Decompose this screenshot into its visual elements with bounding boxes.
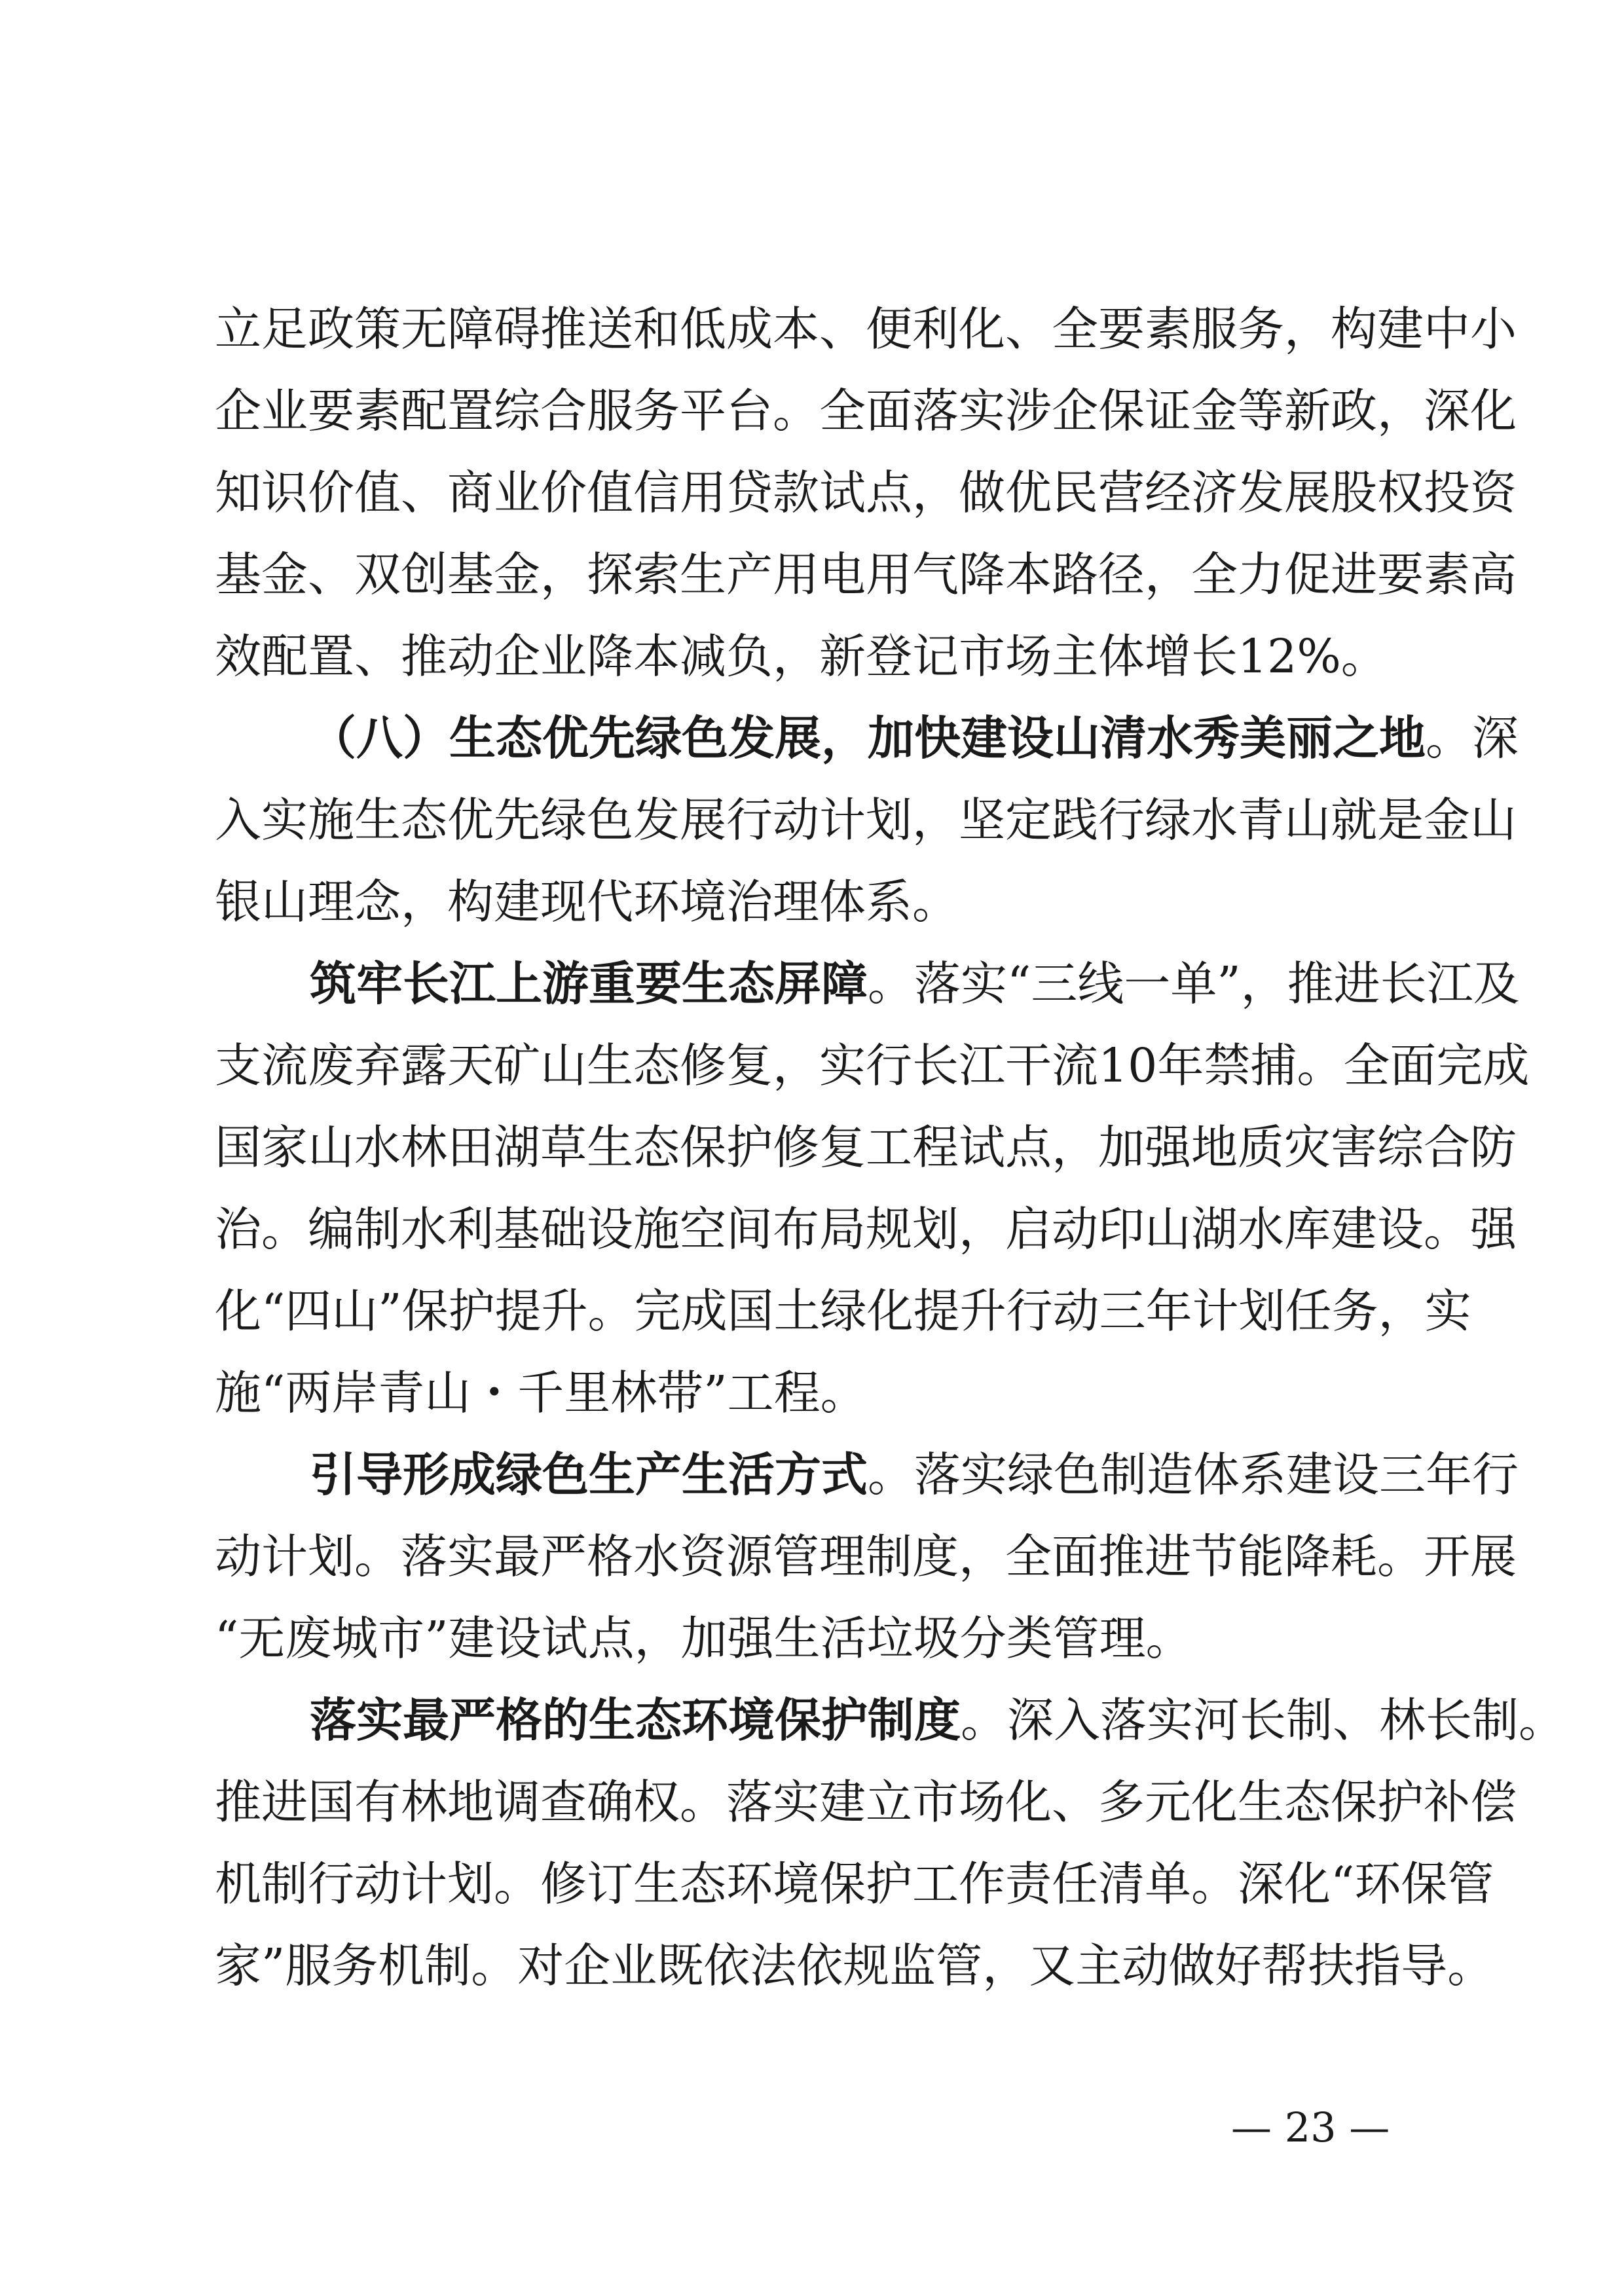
text-line: 效配置、推动企业降本减负，新登记市场主体增长12%。 bbox=[215, 629, 1388, 683]
text-line: 动计划。落实最严格水资源管理制度，全面推进节能降耗。开展 bbox=[215, 1529, 1517, 1584]
text-line: 机制行动计划。修订生态环境保护工作责任清单。深化“环保管 bbox=[215, 1857, 1494, 1911]
page-number: — 23 — bbox=[1231, 2104, 1390, 2151]
subsection-heading: 引导形成绿色生产生活方式 bbox=[310, 1447, 868, 1502]
text-line: 家”服务机制。对企业既依法依规监管，又主动做好帮扶指导。 bbox=[215, 1939, 1494, 1993]
heading-continuation: 。落实绿色制造体系建设三年行 bbox=[868, 1448, 1519, 1502]
text-line: 支流废弃露天矿山生态修复，实行长江干流10年禁捕。全面完成 bbox=[215, 1038, 1530, 1093]
heading-continuation: 。深入落实河长制、林长制。 bbox=[961, 1693, 1566, 1747]
text-line: 推进国有林地调查确权。落实建立市场化、多元化生态保护补偿 bbox=[215, 1775, 1517, 1829]
text-line: 企业要素配置综合服务平台。全面落实涉企保证金等新政，深化 bbox=[215, 384, 1517, 438]
paragraph-section-8 bbox=[215, 697, 1519, 943]
paragraph-1 bbox=[215, 288, 1517, 697]
text-line: 立足政策无障碍推送和低成本、便利化、全要素服务，构建中小 bbox=[215, 302, 1517, 356]
text-line bbox=[215, 1434, 1519, 1516]
text-line: 入实施生态优先绿色发展行动计划，坚定践行绿水青山就是金山 bbox=[215, 793, 1517, 847]
text-line: 基金、双创基金，探索生产用电用气降本路径，全力促进要素高 bbox=[215, 547, 1517, 602]
document-page bbox=[215, 288, 1566, 2007]
heading-continuation: 。深 bbox=[1426, 711, 1519, 765]
text-line: 化“四山”保护提升。完成国土绿化提升行动三年计划任务，实 bbox=[215, 1284, 1471, 1338]
paragraph-yangtze-barrier bbox=[215, 943, 1530, 1434]
paragraph-eco-protection bbox=[215, 1679, 1566, 2007]
subsection-heading: 筑牢长江上游重要生态屏障 bbox=[310, 956, 868, 1011]
heading-continuation: 。落实“三线一单”，推进长江及 bbox=[868, 957, 1520, 1011]
subsection-heading: 落实最严格的生态环境保护制度 bbox=[310, 1692, 961, 1747]
text-line: 银山理念，构建现代环境治理体系。 bbox=[215, 875, 959, 929]
text-line bbox=[215, 697, 1519, 779]
text-line: 知识价值、商业价值信用贷款试点，做优民营经济发展股权投资 bbox=[215, 465, 1517, 520]
text-line: 施“两岸青山・千里林带”工程。 bbox=[215, 1366, 867, 1420]
text-line bbox=[215, 1679, 1566, 1761]
text-line: 国家山水林田湖草生态保护修复工程试点，加强地质灾害综合防 bbox=[215, 1120, 1517, 1175]
text-line: “无废城市”建设试点，加强生活垃圾分类管理。 bbox=[215, 1611, 1192, 1666]
text-line: 治。编制水利基础设施空间布局规划，启动印山湖水库建设。强 bbox=[215, 1202, 1517, 1256]
section-heading: （八）生态优先绿色发展，加快建设山清水秀美丽之地 bbox=[310, 710, 1426, 765]
paragraph-green-lifestyle bbox=[215, 1434, 1519, 1679]
text-line bbox=[215, 943, 1520, 1025]
